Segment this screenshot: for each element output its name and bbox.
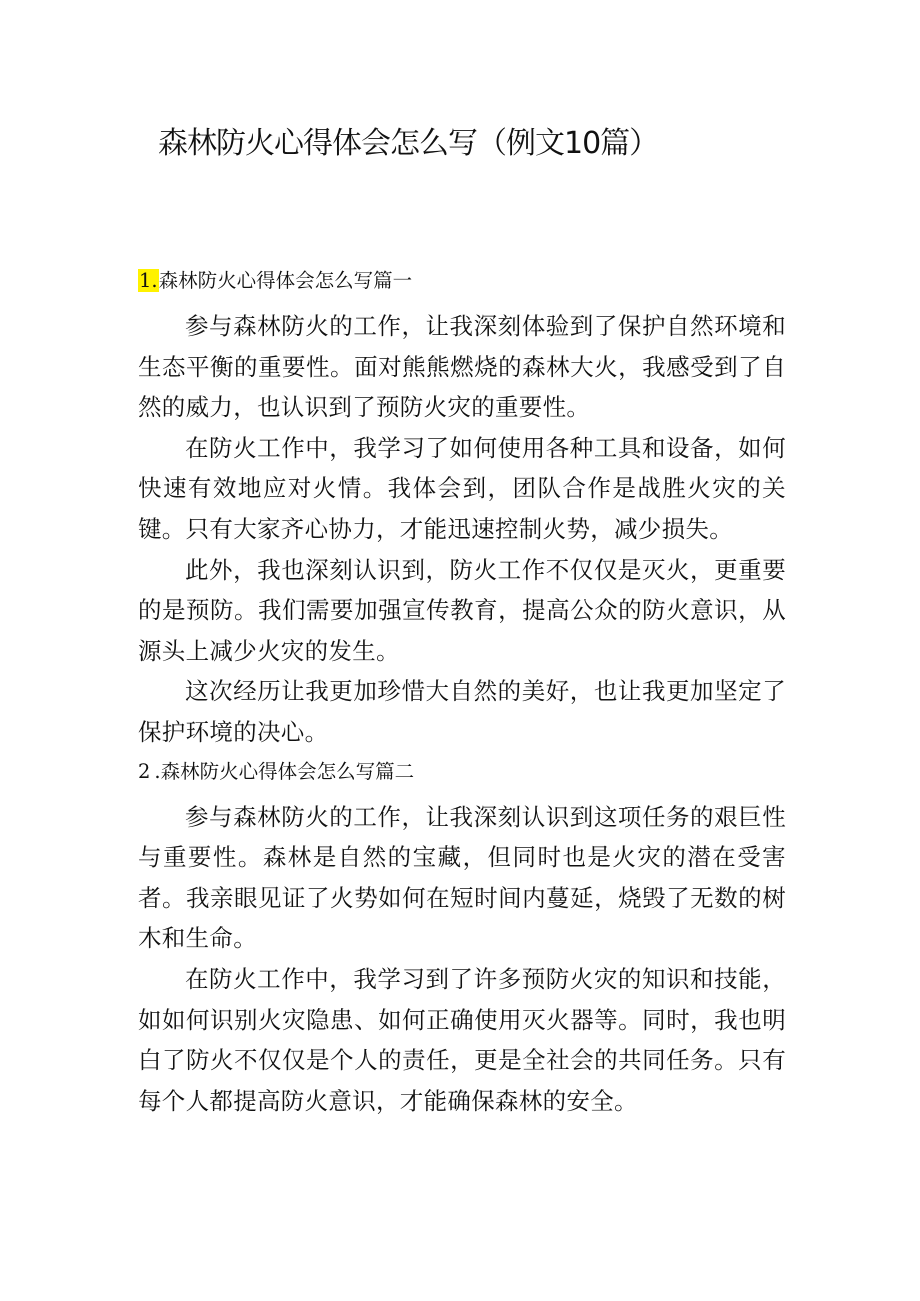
section-number: 2	[138, 759, 151, 783]
paragraph: 此外，我也深刻认识到，防火工作不仅仅是灭火，更重要的是预防。我们需要加强宣传教育，提高公众的防火意识，从源头上减少火灾的发生。	[138, 555, 786, 665]
section-heading-text: 森林防火心得体会怎么写篇一	[158, 269, 413, 292]
document-body	[138, 262, 786, 1121]
section-heading	[138, 753, 786, 791]
section-number-highlighted: 1.	[139, 269, 158, 292]
document-title: 森林防火心得体会怎么写（例文10篇）	[158, 126, 659, 161]
paragraph: 参与森林防火的工作，让我深刻体验到了保护自然环境和生态平衡的重要性。面对熊熊燃烧的森林大火，我感受到了自然的威力，也认识到了预防火灾的重要性。	[138, 312, 786, 422]
paragraph: 参与森林防火的工作，让我深刻认识到这项任务的艰巨性与重要性。森林是自然的宝藏，但同时也是火灾的潜在受害者。我亲眼见证了火势如何在短时间内蔓延，烧毁了无数的树木和生命。	[138, 802, 786, 953]
paragraph: 在防火工作中，我学习了如何使用各种工具和设备，如何快速有效地应对火情。我体会到，团队合作是战胜火灾的关键。只有大家齐心协力，才能迅速控制火势，减少损失。	[138, 433, 786, 543]
paragraph: 在防火工作中，我学习到了许多预防火灾的知识和技能，如如何识别火灾隐患、如何正确使用灭火器等。同时，我也明白了防火不仅仅是个人的责任，更是全社会的共同任务。只有每个人都提高防火意识，才能确保森林的安全。	[138, 964, 786, 1115]
section-heading	[138, 262, 786, 300]
paragraph: 这次经历让我更加珍惜大自然的美好，也让我更加坚定了保护环境的决心。	[138, 677, 786, 746]
section-heading-text: .森林防火心得体会怎么写篇二	[154, 759, 415, 783]
